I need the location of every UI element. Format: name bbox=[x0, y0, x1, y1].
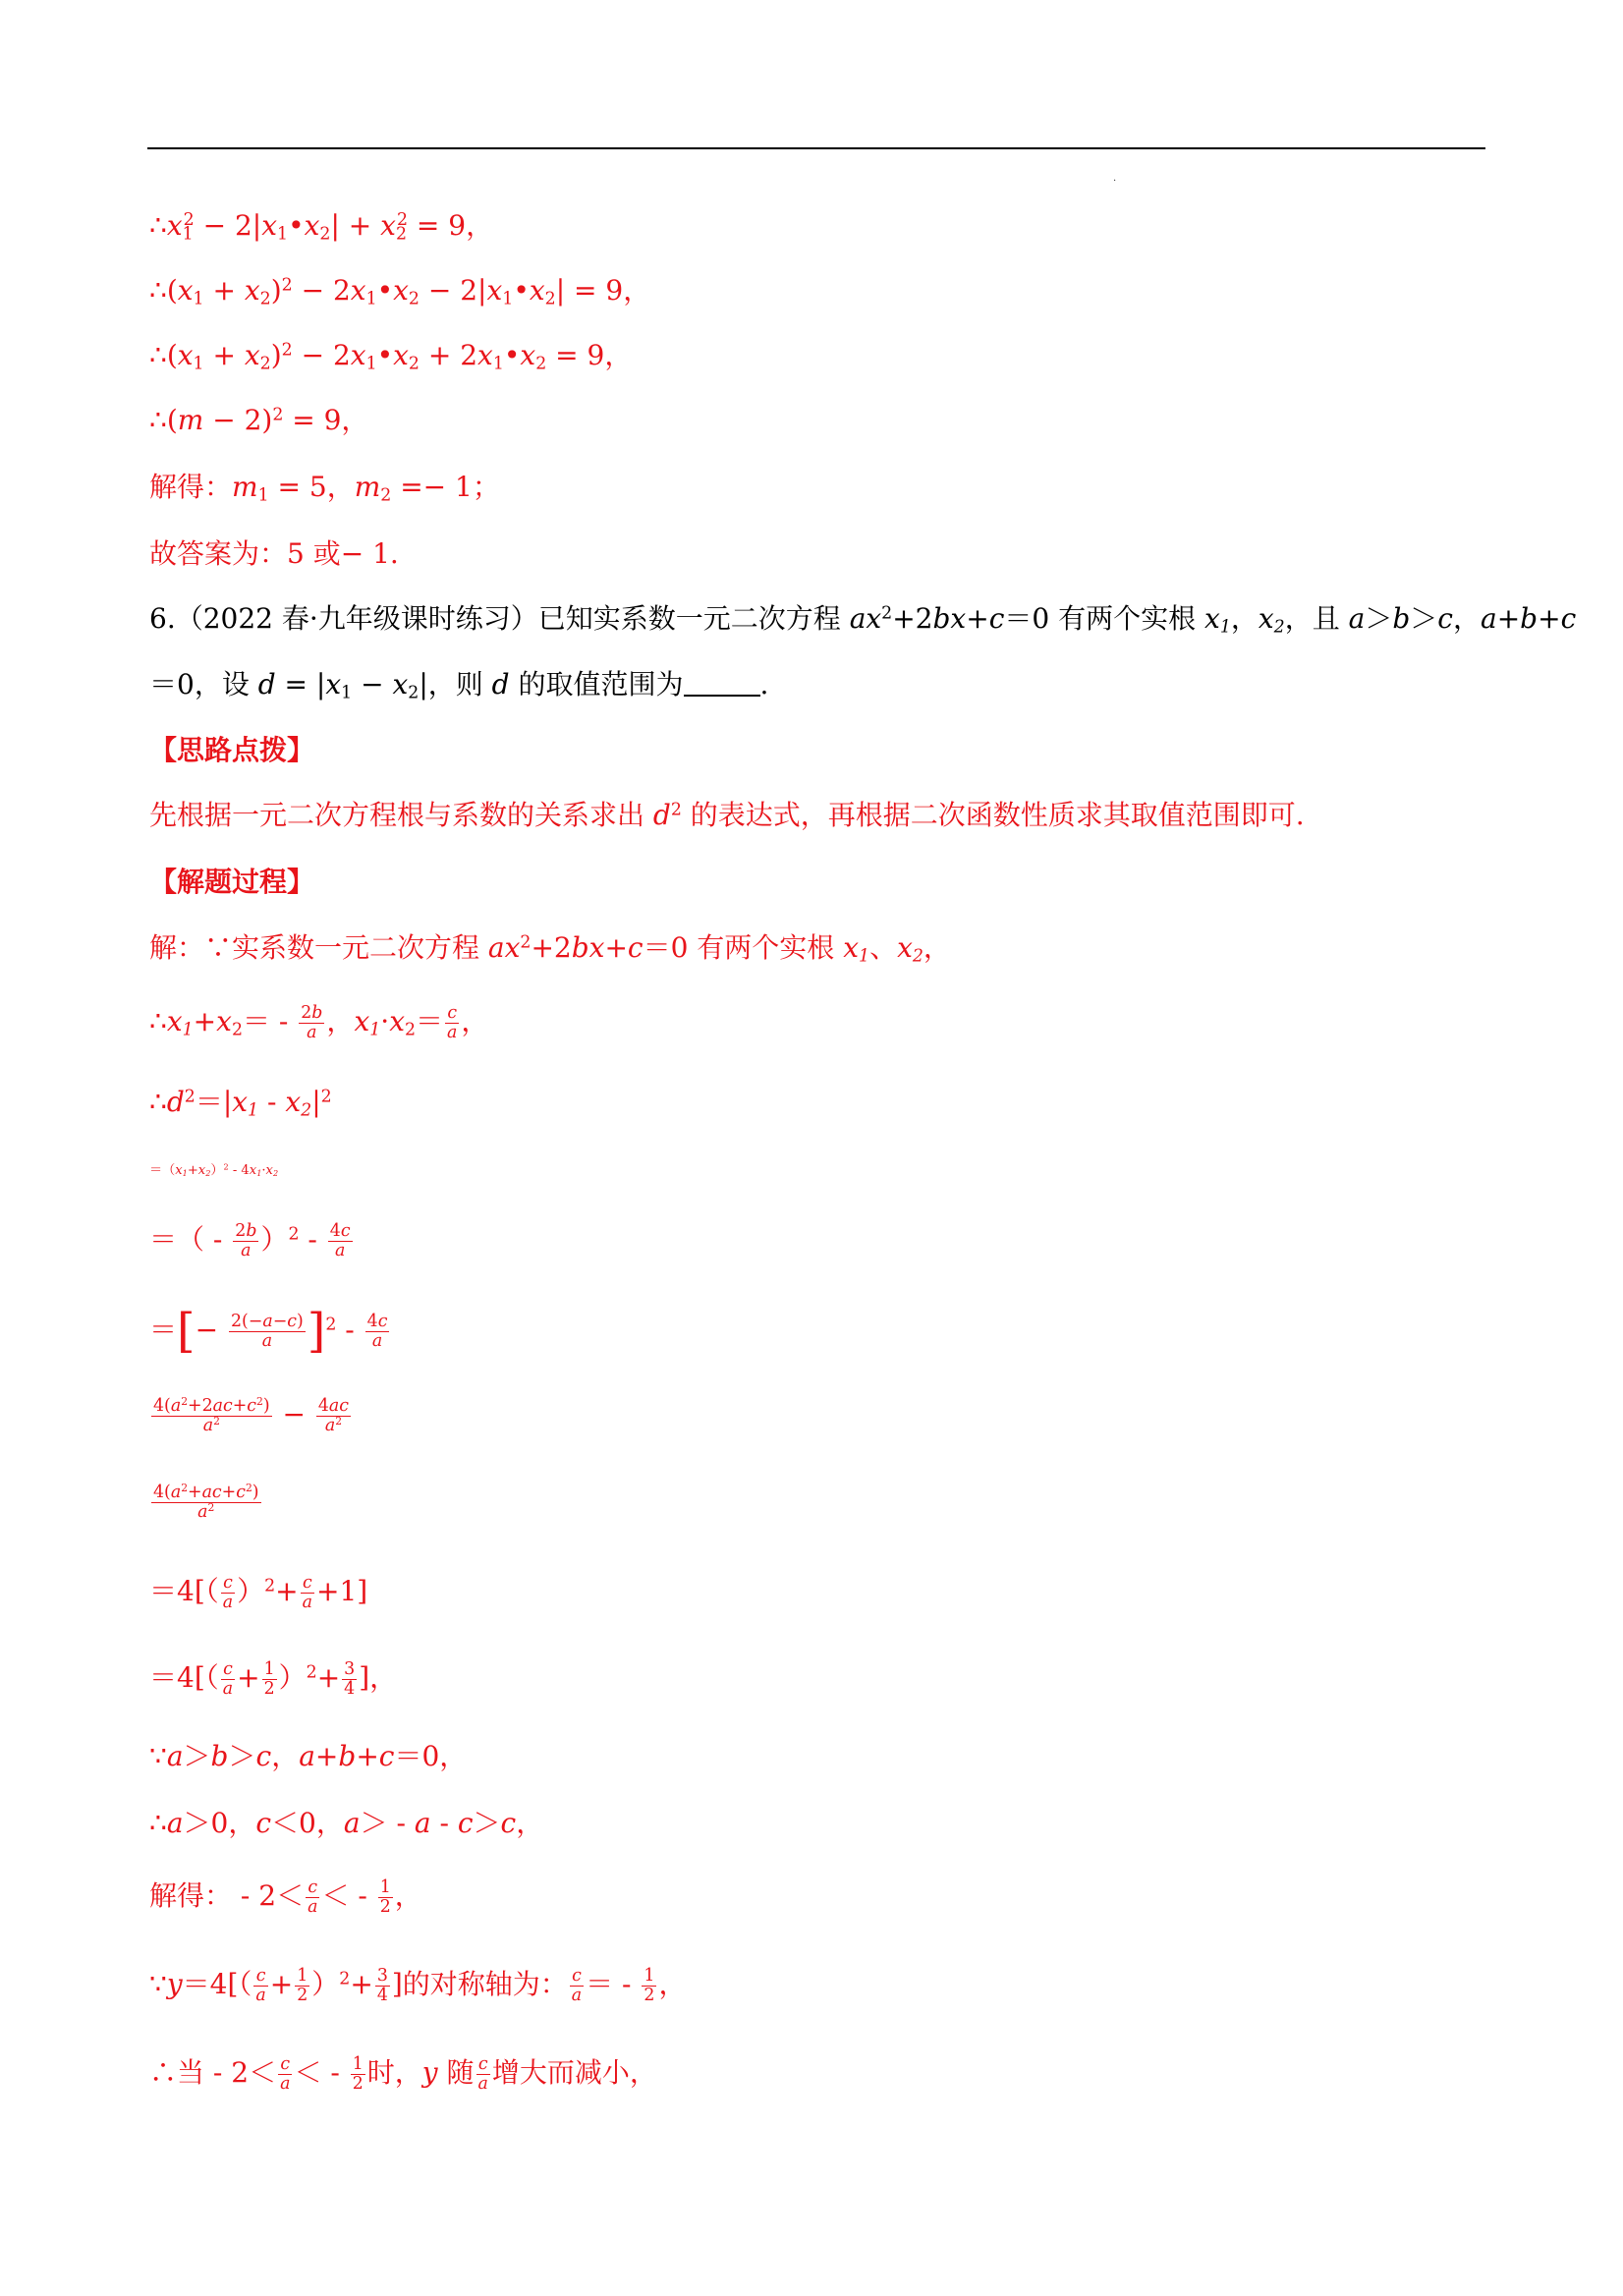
step-14: ∵y＝4[（ $\frac{c}{a}$ + $\frac{1}{2}$ ）$^2$+ $\frac{3}{4}$ ]的对称轴为： $\frac{c}{a}$ ＝ - $\frac{1}{2}$ ， bbox=[149, 1965, 687, 2005]
step-15: ∴当 - 2＜ $\frac{c}{a}$ ＜ - $\frac{1}{2}$ 时，y 随 $\frac{c}{a}$ 增大而减小， bbox=[149, 2053, 657, 2094]
step-4: $=(x_1+x_2)^2 - 4x_1\cdot x_2$ bbox=[149, 1161, 279, 1179]
step-7: $\frac{4(a^2+2ac+c^2)}{a^2}$ − $\frac{4ac}{a^2}$ bbox=[153, 1395, 349, 1435]
math-line-2: $\therefore(x_1 + x_2)^2$ − $2x_1•x_2$ − $2|x_1•x_2| = 9$， bbox=[149, 274, 651, 309]
step-5: ＝（ - $\frac{2b}{a}$ ）$^2$ - $\frac{4c}{a}$ bbox=[149, 1220, 351, 1260]
step-10: ＝4[（ $\frac{c}{a}$ + $\frac{1}{2}$ ）$^2$+ $\frac{3}{4}$ ]， bbox=[149, 1658, 398, 1699]
step-11: ∵a＞b＞c，a+b+c＝0， bbox=[149, 1740, 468, 1772]
math-line-5: 解得：$m_1 = 5$，$m_2 =- 1$； bbox=[149, 471, 500, 506]
heading-process: 【解题过程】 bbox=[149, 866, 315, 898]
step-8: $\frac{4(a^2+ac+c^2)}{a^2}$ bbox=[153, 1482, 259, 1522]
step-6: ＝[− $\frac{2(-a-c)}{a}$ ]$^2$ - $\frac{4c}{a}$ bbox=[149, 1304, 388, 1359]
step-3: $\therefore d^2=|x_1 - x_2|^2$ bbox=[149, 1086, 332, 1121]
header-rule bbox=[147, 147, 1485, 149]
question-6-line-2: ＝0，设 $d = |x_1 - x_2|$，则 d 的取值范围为 . bbox=[149, 668, 769, 703]
header-dot: . bbox=[1113, 173, 1117, 184]
answer-blank bbox=[684, 669, 760, 697]
step-12: ∴a＞0，c＜0，a＞ - a - c＞c， bbox=[149, 1807, 544, 1839]
hint-text: 先根据一元二次方程根与系数的关系求出 $d^2$ 的表达式，再根据二次函数性质求其取值范围即可. bbox=[149, 799, 1305, 831]
step-2: $\therefore x_1+x_2=$ - $\frac{2b}{a}$ ，$x_1\cdot x_2=$ $\frac{c}{a}$ ， bbox=[149, 1002, 489, 1042]
question-6-line-1: 6.（2022 春·九年级课时练习）已知实系数一元二次方程 $ax^2+2bx+c=0$ 有两个实根 $x_1$，$x_2$，且 a＞b＞c，a+b+c bbox=[149, 602, 1577, 638]
math-line-3: $\therefore(x_1 + x_2)^2$ − $2x_1•x_2$ + $2x_1•x_2 = 9$， bbox=[149, 339, 633, 374]
step-9: ＝4[（ $\frac{c}{a}$ ）$^2$+ $\frac{c}{a}$ +1] bbox=[149, 1572, 368, 1612]
math-line-1: $\therefore x_1^2$ − $2|x_1•x_2| + x_2^2 = 9$， bbox=[149, 209, 494, 245]
step-13: 解得： - 2＜ $\frac{c}{a}$ ＜ - $\frac{1}{2}$ ， bbox=[149, 1876, 422, 1917]
math-line-4: ∴(m − 2)$^2$ = 9， bbox=[149, 404, 369, 436]
answer-line: 故答案为：5 或− 1. bbox=[149, 537, 399, 570]
step-1: 解：∵实系数一元二次方程 $ax^2+2bx+c=0$ 有两个实根 $x_1$、$x_2$， bbox=[149, 931, 951, 967]
heading-hint: 【思路点拨】 bbox=[149, 734, 315, 766]
